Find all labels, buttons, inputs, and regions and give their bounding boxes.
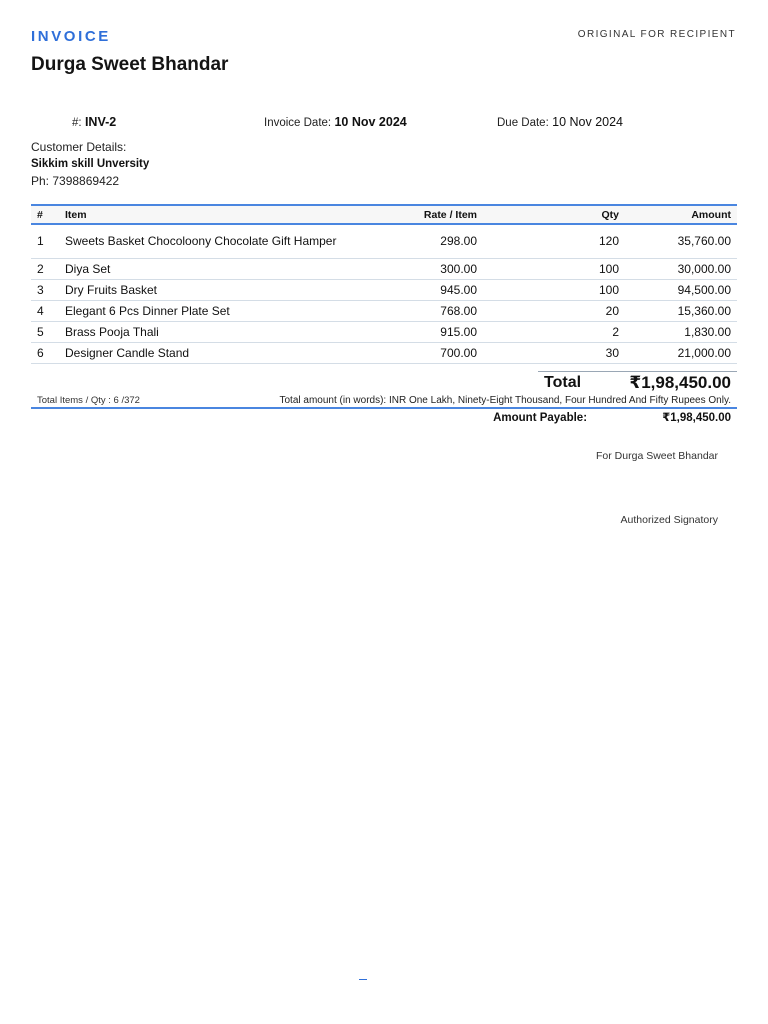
header-qty: Qty — [483, 205, 625, 224]
table-row — [31, 258, 737, 279]
row-qty: 120 — [483, 224, 625, 258]
row-qty: 100 — [483, 279, 625, 300]
row-qty: 20 — [483, 300, 625, 321]
row-amount: 35,760.00 — [625, 224, 737, 258]
due-date — [497, 115, 623, 129]
row-qty: 30 — [483, 342, 625, 363]
row-index: 3 — [31, 279, 59, 300]
row-rate: 300.00 — [361, 258, 483, 279]
header-index: # — [31, 205, 59, 224]
seller-name: Durga Sweet Bhandar — [31, 54, 229, 75]
row-index: 5 — [31, 321, 59, 342]
row-amount: 21,000.00 — [625, 342, 737, 363]
for-seller-label: For Durga Sweet Bhandar — [596, 450, 718, 462]
items-table — [31, 204, 737, 364]
row-index: 2 — [31, 258, 59, 279]
row-rate: 700.00 — [361, 342, 483, 363]
row-rate: 945.00 — [361, 279, 483, 300]
row-qty: 2 — [483, 321, 625, 342]
row-amount: 30,000.00 — [625, 258, 737, 279]
table-header-row — [31, 205, 737, 224]
table-row — [31, 342, 737, 363]
summary-row — [31, 395, 737, 409]
table-row — [31, 321, 737, 342]
total-value: ₹1,98,450.00 — [629, 373, 731, 392]
table-row — [31, 300, 737, 321]
amount-payable — [493, 410, 731, 424]
customer-details-title: Customer Details: — [31, 140, 127, 154]
header-amount: Amount — [625, 205, 737, 224]
table-row — [31, 279, 737, 300]
row-item: Dry Fruits Basket — [59, 279, 361, 300]
row-item: Sweets Basket Chocoloony Chocolate Gift Hamper — [59, 224, 361, 258]
row-rate: 298.00 — [361, 224, 483, 258]
header-item: Item — [59, 205, 361, 224]
amount-in-words: Total amount (in words): INR One Lakh, Ninety-Eight Thousand, Four Hundred And Fifty Rupees Only. — [279, 395, 731, 406]
document-type-title: INVOICE — [31, 28, 111, 45]
invoice-number-value: INV-2 — [84, 115, 117, 129]
due-date-label: Due Date: — [497, 117, 549, 129]
row-item: Designer Candle Stand — [59, 342, 361, 363]
table-row — [31, 224, 737, 258]
invoice-number-label: #: — [72, 117, 82, 129]
row-amount: 15,360.00 — [625, 300, 737, 321]
row-item: Diya Set — [59, 258, 361, 279]
row-amount: 1,830.00 — [625, 321, 737, 342]
total-label: Total — [544, 374, 582, 391]
total-block — [538, 371, 737, 394]
customer-name: Sikkim skill Unversity — [31, 158, 150, 170]
total-items-qty: Total Items / Qty : 6 /372 — [37, 395, 140, 406]
row-amount: 94,500.00 — [625, 279, 737, 300]
customer-phone: Ph: 7398869422 — [31, 174, 120, 188]
invoice-date-label: Invoice Date: — [264, 117, 332, 129]
amount-payable-value: ₹1,98,450.00 — [662, 412, 731, 424]
row-item: Brass Pooja Thali — [59, 321, 361, 342]
row-qty: 100 — [483, 258, 625, 279]
row-item: Elegant 6 Pcs Dinner Plate Set — [59, 300, 361, 321]
header-rate: Rate / Item — [361, 205, 483, 224]
copy-label: ORIGINAL FOR RECIPIENT — [577, 29, 736, 40]
invoice-number — [72, 115, 116, 129]
authorized-signatory-label: Authorized Signatory — [620, 514, 718, 526]
invoice-date — [264, 115, 407, 129]
row-index: 4 — [31, 300, 59, 321]
row-index: 6 — [31, 342, 59, 363]
row-index: 1 — [31, 224, 59, 258]
amount-payable-label: Amount Payable: — [493, 412, 588, 424]
due-date-value: 10 Nov 2024 — [552, 115, 624, 129]
row-rate: 768.00 — [361, 300, 483, 321]
invoice-date-value: 10 Nov 2024 — [334, 115, 407, 129]
row-rate: 915.00 — [361, 321, 483, 342]
footer-link-mark[interactable] — [359, 979, 367, 980]
